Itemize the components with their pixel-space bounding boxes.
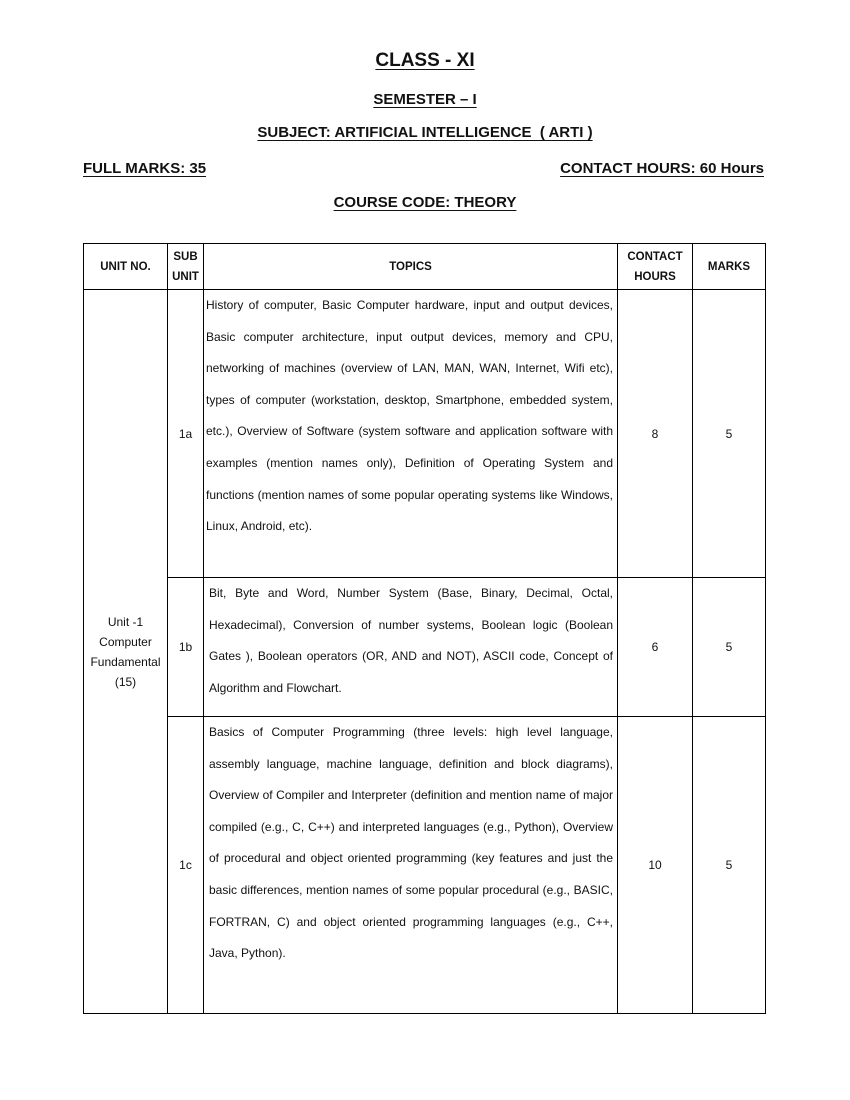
unit-name-line3: Fundamental bbox=[90, 654, 161, 669]
marks-cell: 5 bbox=[693, 578, 766, 717]
subject-heading bbox=[0, 124, 850, 141]
col-header-marks: MARKS bbox=[693, 244, 766, 290]
unit-name-line2: Computer bbox=[99, 634, 152, 649]
subject-text: SUBJECT: ARTIFICIAL INTELLIGENCE ( ARTI ) bbox=[257, 124, 593, 141]
col-header-sub-unit bbox=[168, 244, 204, 290]
semester-heading bbox=[0, 91, 850, 108]
table-header-row bbox=[84, 244, 766, 290]
topics-cell: Bit, Byte and Word, Number System (Base, Binary, Decimal, Octal, Hexadecimal), Conversion of number systems, Boolean logic (Boolean Gates ), Boolean operators (OR, AND and NOT), ASCII code, Concept of Algorithm and Flowchart. bbox=[204, 578, 618, 717]
marks-cell: 5 bbox=[693, 717, 766, 1014]
page-title bbox=[0, 50, 850, 72]
contact-hours-cell: 10 bbox=[618, 717, 693, 1014]
full-marks: FULL MARKS: 35 bbox=[83, 160, 207, 177]
course-code-heading bbox=[0, 194, 850, 211]
contact-hours-cell: 6 bbox=[618, 578, 693, 717]
table-row bbox=[84, 717, 766, 1014]
sub-unit-header-line1: SUB bbox=[173, 250, 198, 263]
course-code-text: COURSE CODE: THEORY bbox=[333, 194, 517, 211]
syllabus-table bbox=[83, 243, 766, 1014]
topics-cell: History of computer, Basic Computer hardware, input and output devices, Basic computer architecture, input output devices, memory and CPU, networking of machines (overview of LAN, MAN, WAN, Internet, Wifi etc), types of computer (workstation, desktop, Smartphone, embedded system, etc.), Overview of Software (system software and application software with examples (mention names only), Definition of Operating System and functions (mention names of some popular operating systems like Windows, Linux, Android, etc). bbox=[204, 290, 618, 578]
table-row bbox=[84, 578, 766, 717]
sub-unit-cell: 1b bbox=[168, 578, 204, 717]
topics-cell: Basics of Computer Programming (three levels: high level language, assembly language, machine language, definition and block diagrams), Overview of Compiler and Interpreter (definition and mention name of major compiled (e.g., C, C++) and interpreted languages (e.g., Python), Overview of procedural and object oriented programming (key features and just the basic differences, mention names of some popular procedural (e.g., BASIC, FORTRAN, C) and object oriented programming languages (e.g., C++, Java, Python). bbox=[204, 717, 618, 1014]
sub-unit-cell: 1a bbox=[168, 290, 204, 578]
contact-hours-total: CONTACT HOURS: 60 Hours bbox=[560, 160, 764, 177]
unit-cell bbox=[84, 290, 168, 1014]
sub-unit-header-line2: UNIT bbox=[172, 270, 199, 283]
col-header-topics: TOPICS bbox=[204, 244, 618, 290]
contact-hours-cell: 8 bbox=[618, 290, 693, 578]
col-header-unit-no: UNIT NO. bbox=[84, 244, 168, 290]
unit-marks: (15) bbox=[114, 674, 137, 689]
contact-hours-header-line2: HOURS bbox=[634, 270, 676, 283]
semester-text: SEMESTER – I bbox=[373, 91, 477, 108]
unit-name-line1: Unit -1 bbox=[107, 614, 144, 629]
class-title: CLASS - XI bbox=[375, 50, 475, 71]
sub-unit-cell: 1c bbox=[168, 717, 204, 1014]
marks-cell: 5 bbox=[693, 290, 766, 578]
table-row bbox=[84, 290, 766, 578]
col-header-contact-hours bbox=[618, 244, 693, 290]
contact-hours-header-line1: CONTACT bbox=[627, 250, 683, 263]
